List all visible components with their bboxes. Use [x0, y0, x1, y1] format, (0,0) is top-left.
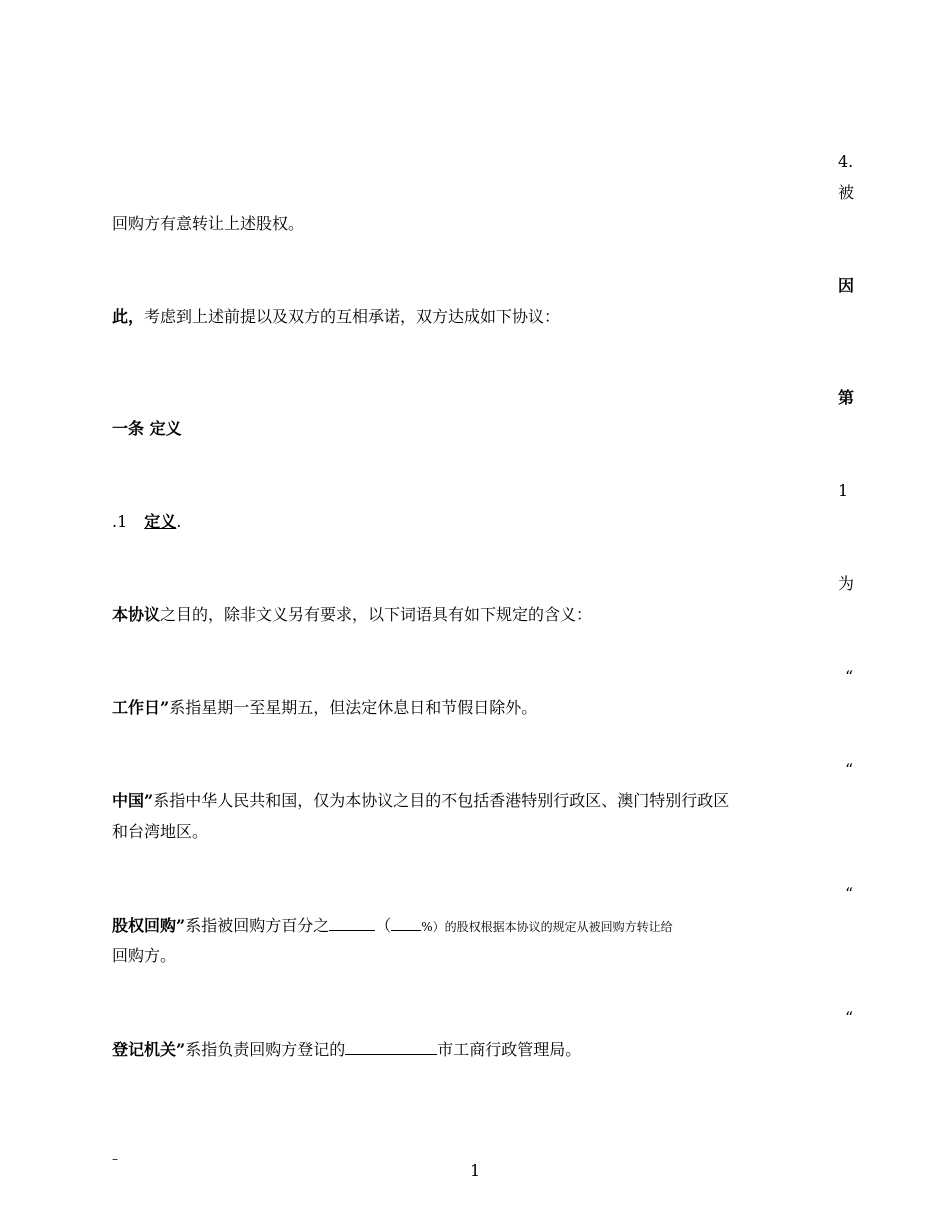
def-4-quote: “ [845, 1008, 854, 1027]
article-1-heading: 一条 定义 [112, 419, 182, 438]
section-1-1-heading [112, 512, 181, 532]
intro-rest: 之目的，除非文义另有要求，以下词语具有如下规定的含义： [160, 605, 593, 624]
def-4-text [112, 1039, 581, 1060]
def-4-rest-b: 市工商行政管理局。 [437, 1040, 582, 1059]
def-2-quote: “ [845, 760, 854, 779]
para-4-first-char: 被 [838, 183, 855, 202]
def-3-rest-a: 系指被回购方百分之 [185, 916, 330, 935]
section-1-1-title: 定义 [144, 512, 177, 531]
therefore-first-char: 因 [838, 276, 855, 295]
intro-first-char: 为 [838, 574, 855, 593]
para-4-text: 回购方有意转让上述股权。 [112, 214, 305, 233]
def-4-term: 登记机关” [112, 1040, 186, 1059]
def-3-term: 股权回购” [112, 916, 186, 935]
def-1-rest: 系指星期一至星期五，但法定休息日和节假日除外。 [169, 698, 538, 717]
article-1-first-char: 第 [838, 388, 855, 407]
def-1-text [112, 698, 537, 718]
section-1-1-first-char: 1 [838, 481, 849, 500]
def-3-rest-b: （ [375, 916, 392, 935]
section-1-1-number: .1 [112, 512, 128, 531]
def-3-blank-1[interactable] [329, 915, 375, 931]
def-3-blank-2[interactable] [391, 915, 421, 931]
def-4-rest-a: 系指负责回购方登记的 [185, 1040, 346, 1059]
therefore-bold: 此， [112, 307, 145, 326]
intro-bold: 本协议 [112, 605, 161, 624]
footer-mark: – [112, 1152, 118, 1166]
def-3-quote: “ [845, 884, 854, 903]
therefore-text [112, 307, 560, 327]
def-3-text [112, 915, 673, 937]
def-3-rest-c: %）的股权根据本协议的规定从被回购方转让给 [421, 920, 673, 934]
def-4-blank[interactable] [345, 1039, 437, 1055]
intro-text [112, 605, 592, 625]
def-1-term: 工作日” [112, 698, 170, 717]
para-4-number: 4. [838, 152, 854, 171]
def-2-text [112, 791, 729, 811]
therefore-rest: 考虑到上述前提以及双方的互相承诺，双方达成如下协议： [144, 307, 561, 326]
def-2-rest: 系指中华人民共和国，仅为本协议之目的不包括香港特别行政区、澳门特别行政区 [153, 791, 730, 810]
def-1-quote: “ [845, 667, 854, 686]
page-number: 1 [470, 1161, 481, 1180]
def-3-line2: 回购方。 [112, 946, 177, 965]
def-2-line2: 和台湾地区。 [112, 822, 209, 841]
def-2-term: 中国” [112, 791, 154, 810]
section-1-1-dot: . [176, 512, 182, 531]
